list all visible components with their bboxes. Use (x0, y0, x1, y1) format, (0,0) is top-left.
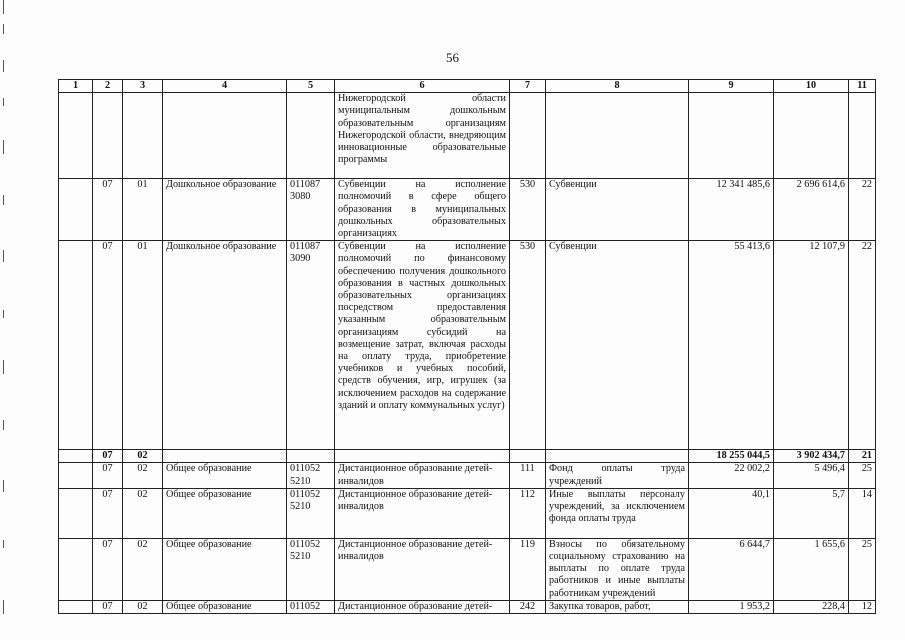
cell-section: 07 (93, 600, 123, 613)
cell-subsection: 02 (123, 463, 163, 488)
cell-percent: 12 (849, 600, 876, 613)
cell-section (93, 93, 123, 179)
cell-amount-actual: 1 655,6 (774, 538, 849, 600)
cell-subsection-name: Общее образование (163, 463, 287, 488)
cell-target-code (287, 450, 335, 463)
cell-amount-actual: 2 696 614,6 (774, 179, 849, 241)
cell-subsection-name (163, 93, 287, 179)
cell-percent: 14 (849, 488, 876, 538)
table-row (59, 488, 876, 538)
header-col-3: 3 (123, 80, 163, 93)
cell-target-code: 011052 5210 (287, 463, 335, 488)
page-number: 56 (446, 50, 459, 65)
header-col-6: 6 (335, 80, 510, 93)
header-col-11: 11 (849, 80, 876, 93)
cell-subsection: 02 (123, 488, 163, 538)
cell-target-code: 011052 (287, 600, 335, 613)
header-col-8: 8 (546, 80, 689, 93)
cell-col-1 (59, 600, 93, 613)
cell-expense-code: 530 (510, 179, 546, 241)
header-col-5: 5 (287, 80, 335, 93)
cell-amount-plan: 22 002,2 (689, 463, 774, 488)
cell-subsection (123, 93, 163, 179)
table-row (59, 241, 876, 450)
table-row (59, 93, 876, 179)
cell-expense-code: 530 (510, 241, 546, 450)
cell-amount-plan (689, 93, 774, 179)
cell-expense-name: Фонд оплаты труда учреждений (546, 463, 689, 488)
cell-target-code: 011087 3080 (287, 179, 335, 241)
cell-expense-name: Субвенции (546, 179, 689, 241)
cell-amount-plan: 6 644,7 (689, 538, 774, 600)
cell-col-1 (59, 463, 93, 488)
cell-expense-name: Субвенции (546, 241, 689, 450)
table-row (59, 179, 876, 241)
cell-subsection: 02 (123, 538, 163, 600)
cell-percent: 25 (849, 538, 876, 600)
cell-col-1 (59, 538, 93, 600)
subtotal-row (59, 450, 876, 463)
cell-expense-name: Закупка товаров, работ, (546, 600, 689, 613)
cell-expense-name: Иные выплаты персоналу учреждений, за исключением фонда оплаты труда (546, 488, 689, 538)
cell-target-name: Нижегородской области муниципальным дошкольным образовательным организациям Нижегородской области, внедряющим инновационные образовательные программы (335, 93, 510, 179)
cell-amount-actual: 5,7 (774, 488, 849, 538)
cell-subsection-name: Общее образование (163, 600, 287, 613)
cell-percent: 21 (849, 450, 876, 463)
cell-subsection-name (163, 450, 287, 463)
cell-subsection-name: Общее образование (163, 488, 287, 538)
cell-expense-name (546, 93, 689, 179)
cell-subsection-name: Общее образование (163, 538, 287, 600)
cell-subsection-name: Дошкольное образование (163, 241, 287, 450)
cell-target-name: Дистанционное образование детей-инвалидов (335, 463, 510, 488)
header-col-10: 10 (774, 80, 849, 93)
cell-expense-code: 119 (510, 538, 546, 600)
cell-percent: 25 (849, 463, 876, 488)
header-col-7: 7 (510, 80, 546, 93)
table-row (59, 538, 876, 600)
header-col-2: 2 (93, 80, 123, 93)
table-row (59, 463, 876, 488)
cell-amount-actual: 5 496,4 (774, 463, 849, 488)
cell-amount-actual (774, 93, 849, 179)
cell-target-name: Субвенции на исполнение полномочий по финансовому обеспечению получения дошкольного образования в частных дошкольных образовательных организациях посредством предоставления указанным образовательным организациям субсидий на возмещение затрат, включая расходы на оплату труда, приобретение учебников и учебных пособий, средств обучения, игр, игрушек (за исключением расходов на содержание зданий и оплату коммунальных услуг) (335, 241, 510, 450)
cell-subsection: 02 (123, 450, 163, 463)
cell-amount-plan: 12 341 485,6 (689, 179, 774, 241)
cell-target-name: Дистанционное образование детей-инвалидов (335, 488, 510, 538)
header-row (59, 80, 876, 93)
cell-section: 07 (93, 463, 123, 488)
cell-amount-actual: 12 107,9 (774, 241, 849, 450)
cell-percent: 22 (849, 241, 876, 450)
cell-subsection: 02 (123, 600, 163, 613)
cell-target-name: Дистанционное образование детей-инвалидов (335, 538, 510, 600)
cell-amount-actual: 228,4 (774, 600, 849, 613)
cell-subsection-name: Дошкольное образование (163, 179, 287, 241)
header-col-4: 4 (163, 80, 287, 93)
header-col-1: 1 (59, 80, 93, 93)
cell-expense-name: Взносы по обязательному социальному страхованию на выплаты по оплате труда работников и иные выплаты работникам учреждений (546, 538, 689, 600)
cell-expense-code (510, 450, 546, 463)
cell-expense-code: 242 (510, 600, 546, 613)
cell-target-code (287, 93, 335, 179)
cell-col-1 (59, 93, 93, 179)
cell-amount-actual: 3 902 434,7 (774, 450, 849, 463)
cell-target-name (335, 450, 510, 463)
cell-col-1 (59, 179, 93, 241)
cell-expense-code: 112 (510, 488, 546, 538)
header-col-9: 9 (689, 80, 774, 93)
cell-col-1 (59, 450, 93, 463)
scan-edge-marks (2, 0, 6, 640)
cell-target-name: Дистанционное образование детей- (335, 600, 510, 613)
cell-col-1 (59, 241, 93, 450)
cell-subsection: 01 (123, 241, 163, 450)
cell-target-code: 011052 5210 (287, 488, 335, 538)
cell-subsection: 01 (123, 179, 163, 241)
cell-expense-code (510, 93, 546, 179)
cell-amount-plan: 18 255 044,5 (689, 450, 774, 463)
cell-target-code: 011087 3090 (287, 241, 335, 450)
cell-amount-plan: 55 413,6 (689, 241, 774, 450)
cell-target-name: Субвенции на исполнение полномочий в сфере общего образования в муниципальных дошкольных образовательных организациях (335, 179, 510, 241)
cell-amount-plan: 1 953,2 (689, 600, 774, 613)
cell-percent: 22 (849, 179, 876, 241)
cell-expense-name (546, 450, 689, 463)
cell-section: 07 (93, 488, 123, 538)
table-row (59, 600, 876, 613)
cell-col-1 (59, 488, 93, 538)
cell-section: 07 (93, 179, 123, 241)
cell-section: 07 (93, 538, 123, 600)
cell-percent (849, 93, 876, 179)
cell-amount-plan: 40,1 (689, 488, 774, 538)
cell-expense-code: 111 (510, 463, 546, 488)
cell-section: 07 (93, 241, 123, 450)
cell-section: 07 (93, 450, 123, 463)
cell-target-code: 011052 5210 (287, 538, 335, 600)
budget-table (58, 79, 876, 614)
